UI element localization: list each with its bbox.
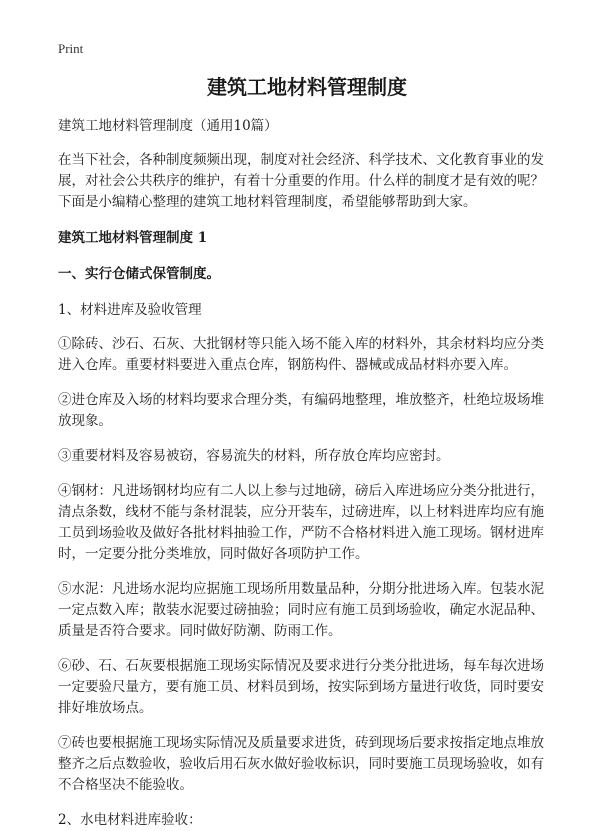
paragraph-item-7-brick: ⑦砖也要根据施工现场实际情况及质量要求进货，砖到现场后要求按指定地点堆放整齐之后点数验收，验收后用石灰水做好验收标识，同时要施工员现场验收，如有不合格坚决不能验收。 xyxy=(58,735,544,793)
paragraph-item-4-steel: ④钢材：凡进场钢材均应有二人以上参与过地磅，磅后入库进场应分类分批进行，清点条数，线材不能与条材混装，应分开装车，过磅进库，以上材料进库均应有施工员到场验收及做好各批材料抽验工作，严防不合格材料进入施工现场。钢材进库时，一定要分批分类堆放，同时做好各项防护工作。 xyxy=(58,483,544,562)
paragraph-item-5-cement: ⑤水泥：凡进场水泥均应据施工现场所用数量品种，分期分批进场入库。包装水泥一定点数入库；散装水泥要过磅抽验；同时应有施工员到场验收，确定水泥品种、质量是否符合要求。同时做好防潮、防雨工作。 xyxy=(58,581,544,639)
print-label: Print xyxy=(58,41,84,56)
paragraph-item-1: ①除砖、沙石、石灰、大批钢材等只能入场不能入库的材料外，其余材料均应分类进入仓库。重要材料要进入重点仓库，钢筋构件、器械或成品材料亦要入库。 xyxy=(58,336,544,373)
subheading-plumbing-electrical: 2、水电材料进库验收： xyxy=(58,812,202,828)
subheading-material-intake: 1、材料进库及验收管理 xyxy=(58,302,202,318)
document-subtitle: 建筑工地材料管理制度（通用10篇） xyxy=(58,118,278,134)
paragraph-item-3: ③重要材料及容易被窃，容易流失的材料，所存放仓库均应密封。 xyxy=(58,448,450,464)
intro-paragraph: 在当下社会，各种制度频频出现，制度对社会经济、科学技术、文化教育事业的发展，对社会公共秩序的维护，有着十分重要的作用。什么样的制度才是有效的呢？下面是小编精心整理的建筑工地材料管理制度，希望能够帮助到大家。 xyxy=(58,152,544,210)
paragraph-item-6-sand-stone: ⑥砂、石、石灰要根据施工现场实际情况及要求进行分类分批进场，每车每次进场一定要验尺量方，要有施工员、材料员到场，按实际到场方量进行收货，同时要安排好堆放场点。 xyxy=(58,658,544,716)
heading-storage-system: 一、实行仓储式保管制度。 xyxy=(58,266,220,282)
section-title: 建筑工地材料管理制度 1 xyxy=(58,230,208,246)
document-title: 建筑工地材料管理制度 xyxy=(207,75,407,99)
paragraph-item-2: ②进仓库及入场的材料均要求合理分类，有编码地整理，堆放整齐，杜绝垃圾场堆放现象。 xyxy=(58,392,544,429)
